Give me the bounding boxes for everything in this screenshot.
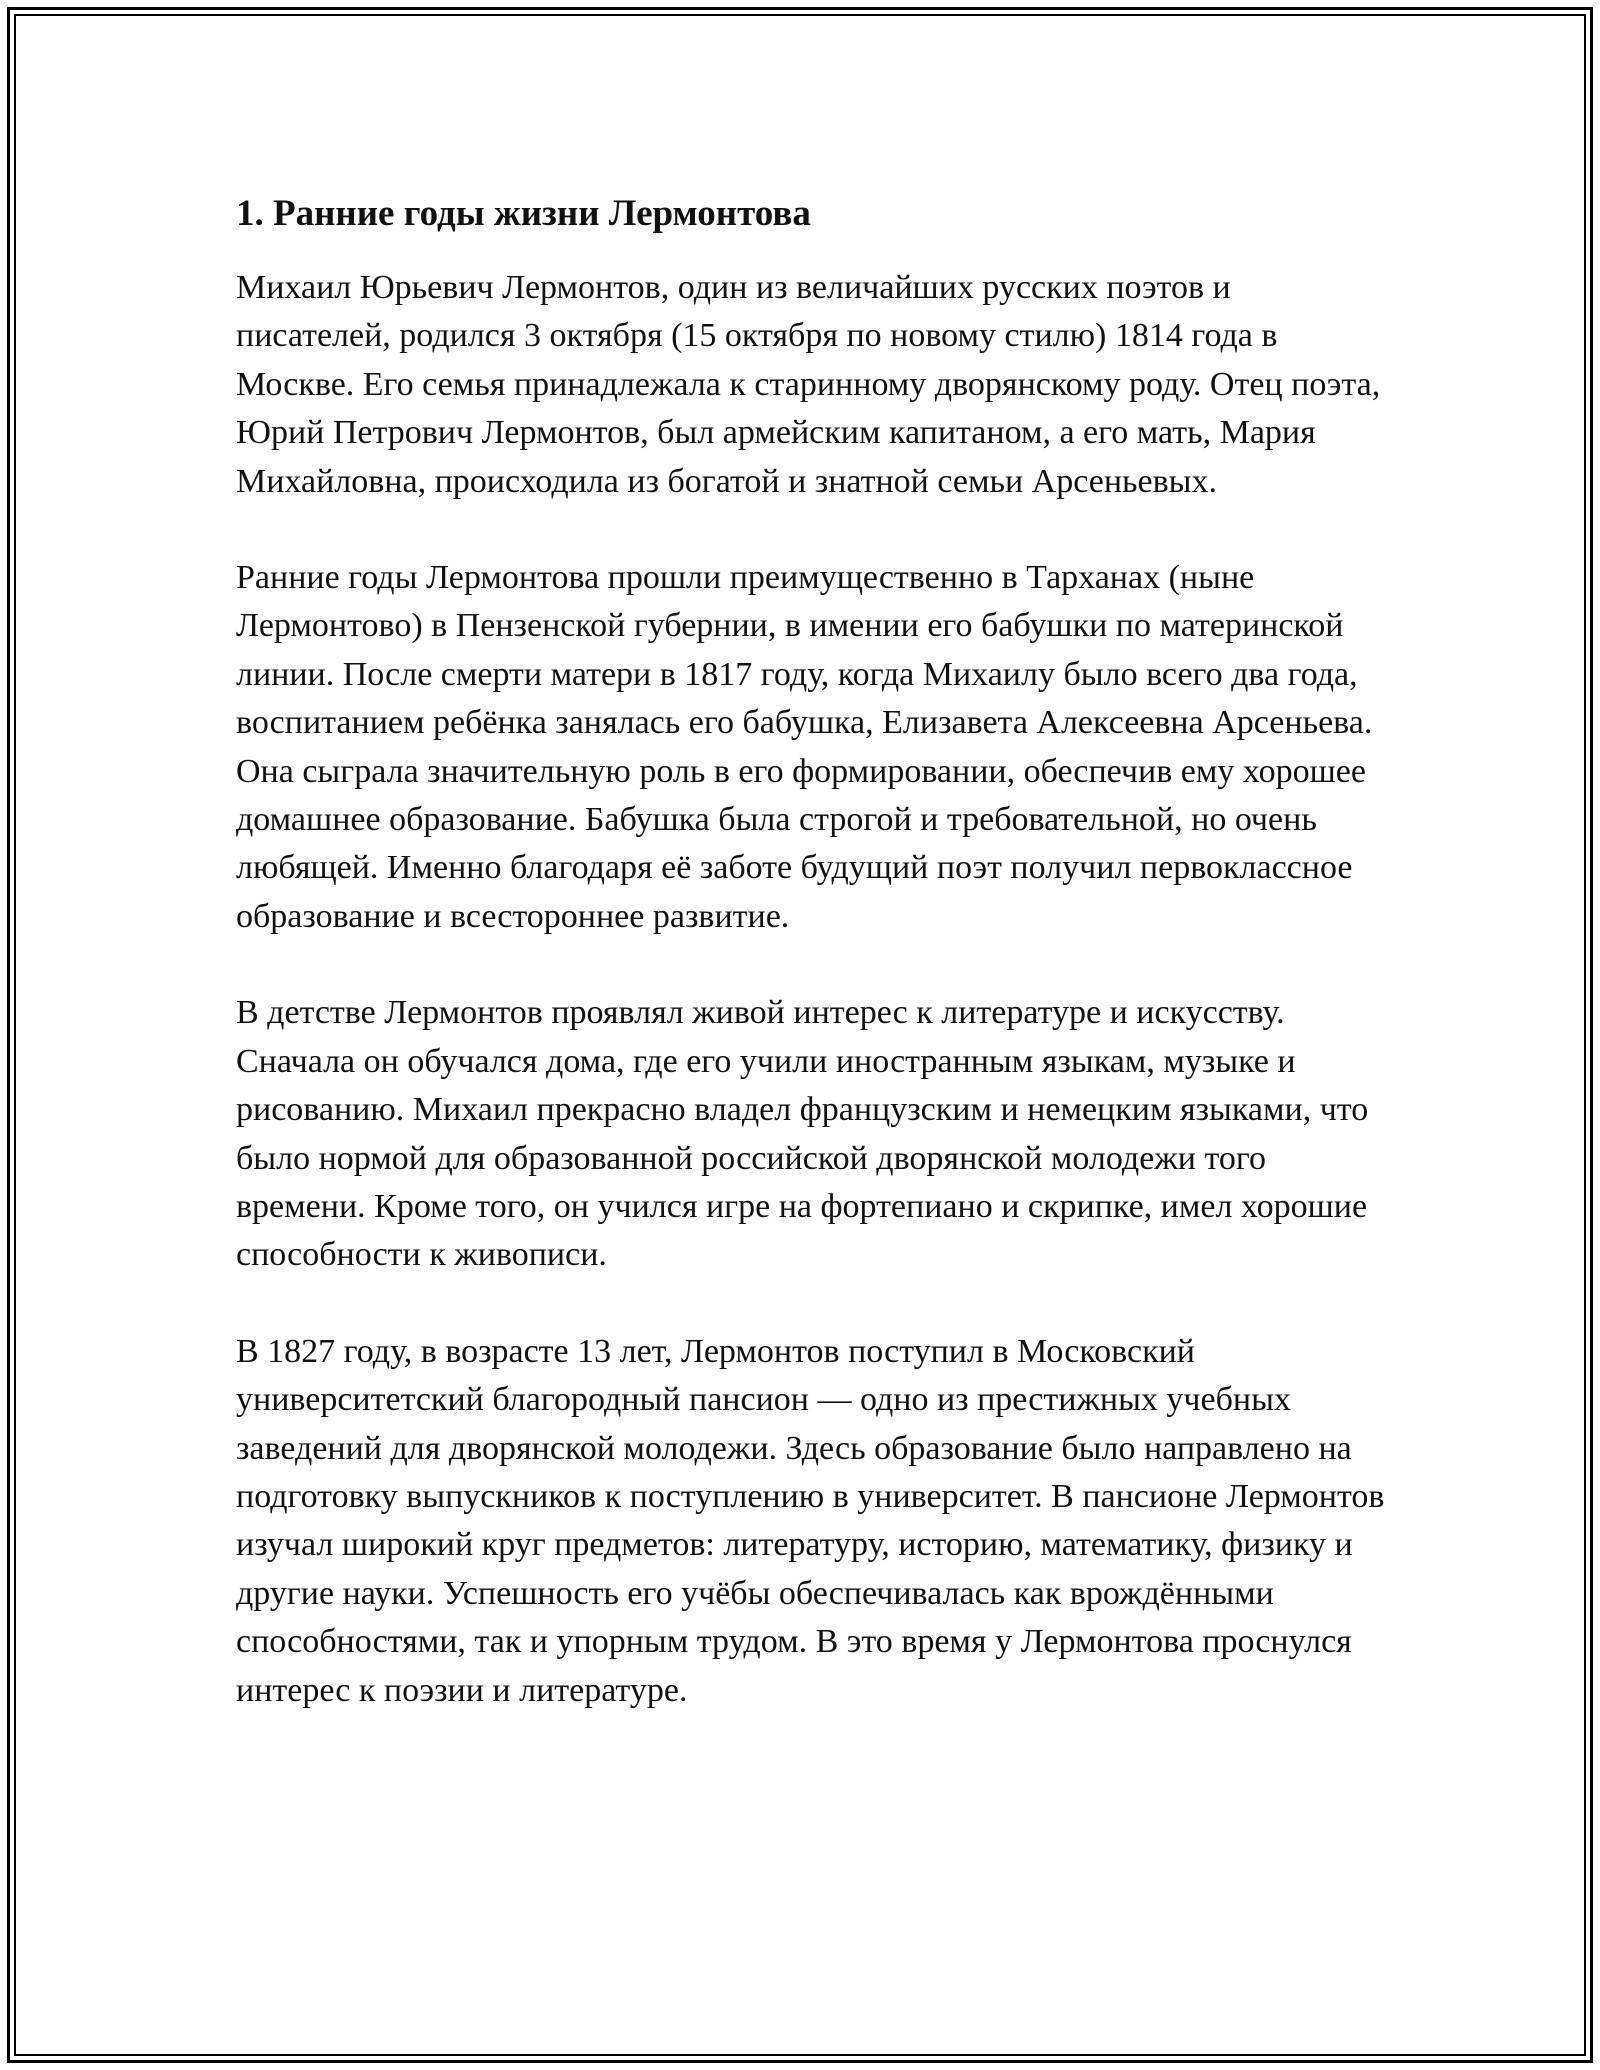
document-body bbox=[236, 190, 1386, 1763]
paragraph-boarding-school: В 1827 году, в возрасте 13 лет, Лермонтов поступил в Московский университетский благородный пансион — одно из престижных учебных заведений для дворянской молодежи. Здесь образование было направлено на подготовку выпускников к поступлению в университет. В пансионе Лермонтов изучал широкий круг предметов: литературу, историю, математику, физику и другие науки. Успешность его учёбы обеспечивалась как врождёнными способностями, так и упорным трудом. В это время у Лермонтова проснулся интерес к поэзии и литературе. bbox=[236, 1332, 1385, 1709]
paragraph-birth: Михаил Юрьевич Лермонтов, один из величайших русских поэтов и писателей, родился 3 октября (15 октября по новому стилю) 1814 года в Москве. Его семья принадлежала к старинному дворянскому роду. Отец поэта, Юрий Петрович Лермонтов, был армейским капитаном, а его мать, Мария Михайловна, происходила из богатой и знатной семьи Арсеньевых. bbox=[236, 269, 1381, 500]
section-heading: 1. Ранние годы жизни Лермонтова bbox=[236, 193, 811, 234]
paragraph-childhood-interests: В детстве Лермонтов проявлял живой интерес к литературе и искусству. Сначала он обучался дома, где его учили иностранным языкам, музыке и рисованию. Михаил прекрасно владел французским и немецким языками, что было нормой для образованной российской дворянской молодежи того времени. Кроме того, он учился игре на фортепиано и скрипке, имел хорошие способности к живописи. bbox=[236, 994, 1369, 1274]
paragraph-tarkhany: Ранние годы Лермонтова прошли преимущественно в Тарханах (ныне Лермонтово) в Пензенской губернии, в имении его бабушки по материнской линии. После смерти матери в 1817 году, когда Михаилу было всего два года, воспитанием ребёнка занялась его бабушка, Елизавета Алексеевна Арсеньева. Она сыграла значительную роль в его формировании, обеспечив ему хорошее домашнее образование. Бабушка была строгой и требовательной, но очень любящей. Именно благодаря её заботе будущий поэт получил первоклассное образование и всестороннее развитие. bbox=[236, 559, 1373, 935]
